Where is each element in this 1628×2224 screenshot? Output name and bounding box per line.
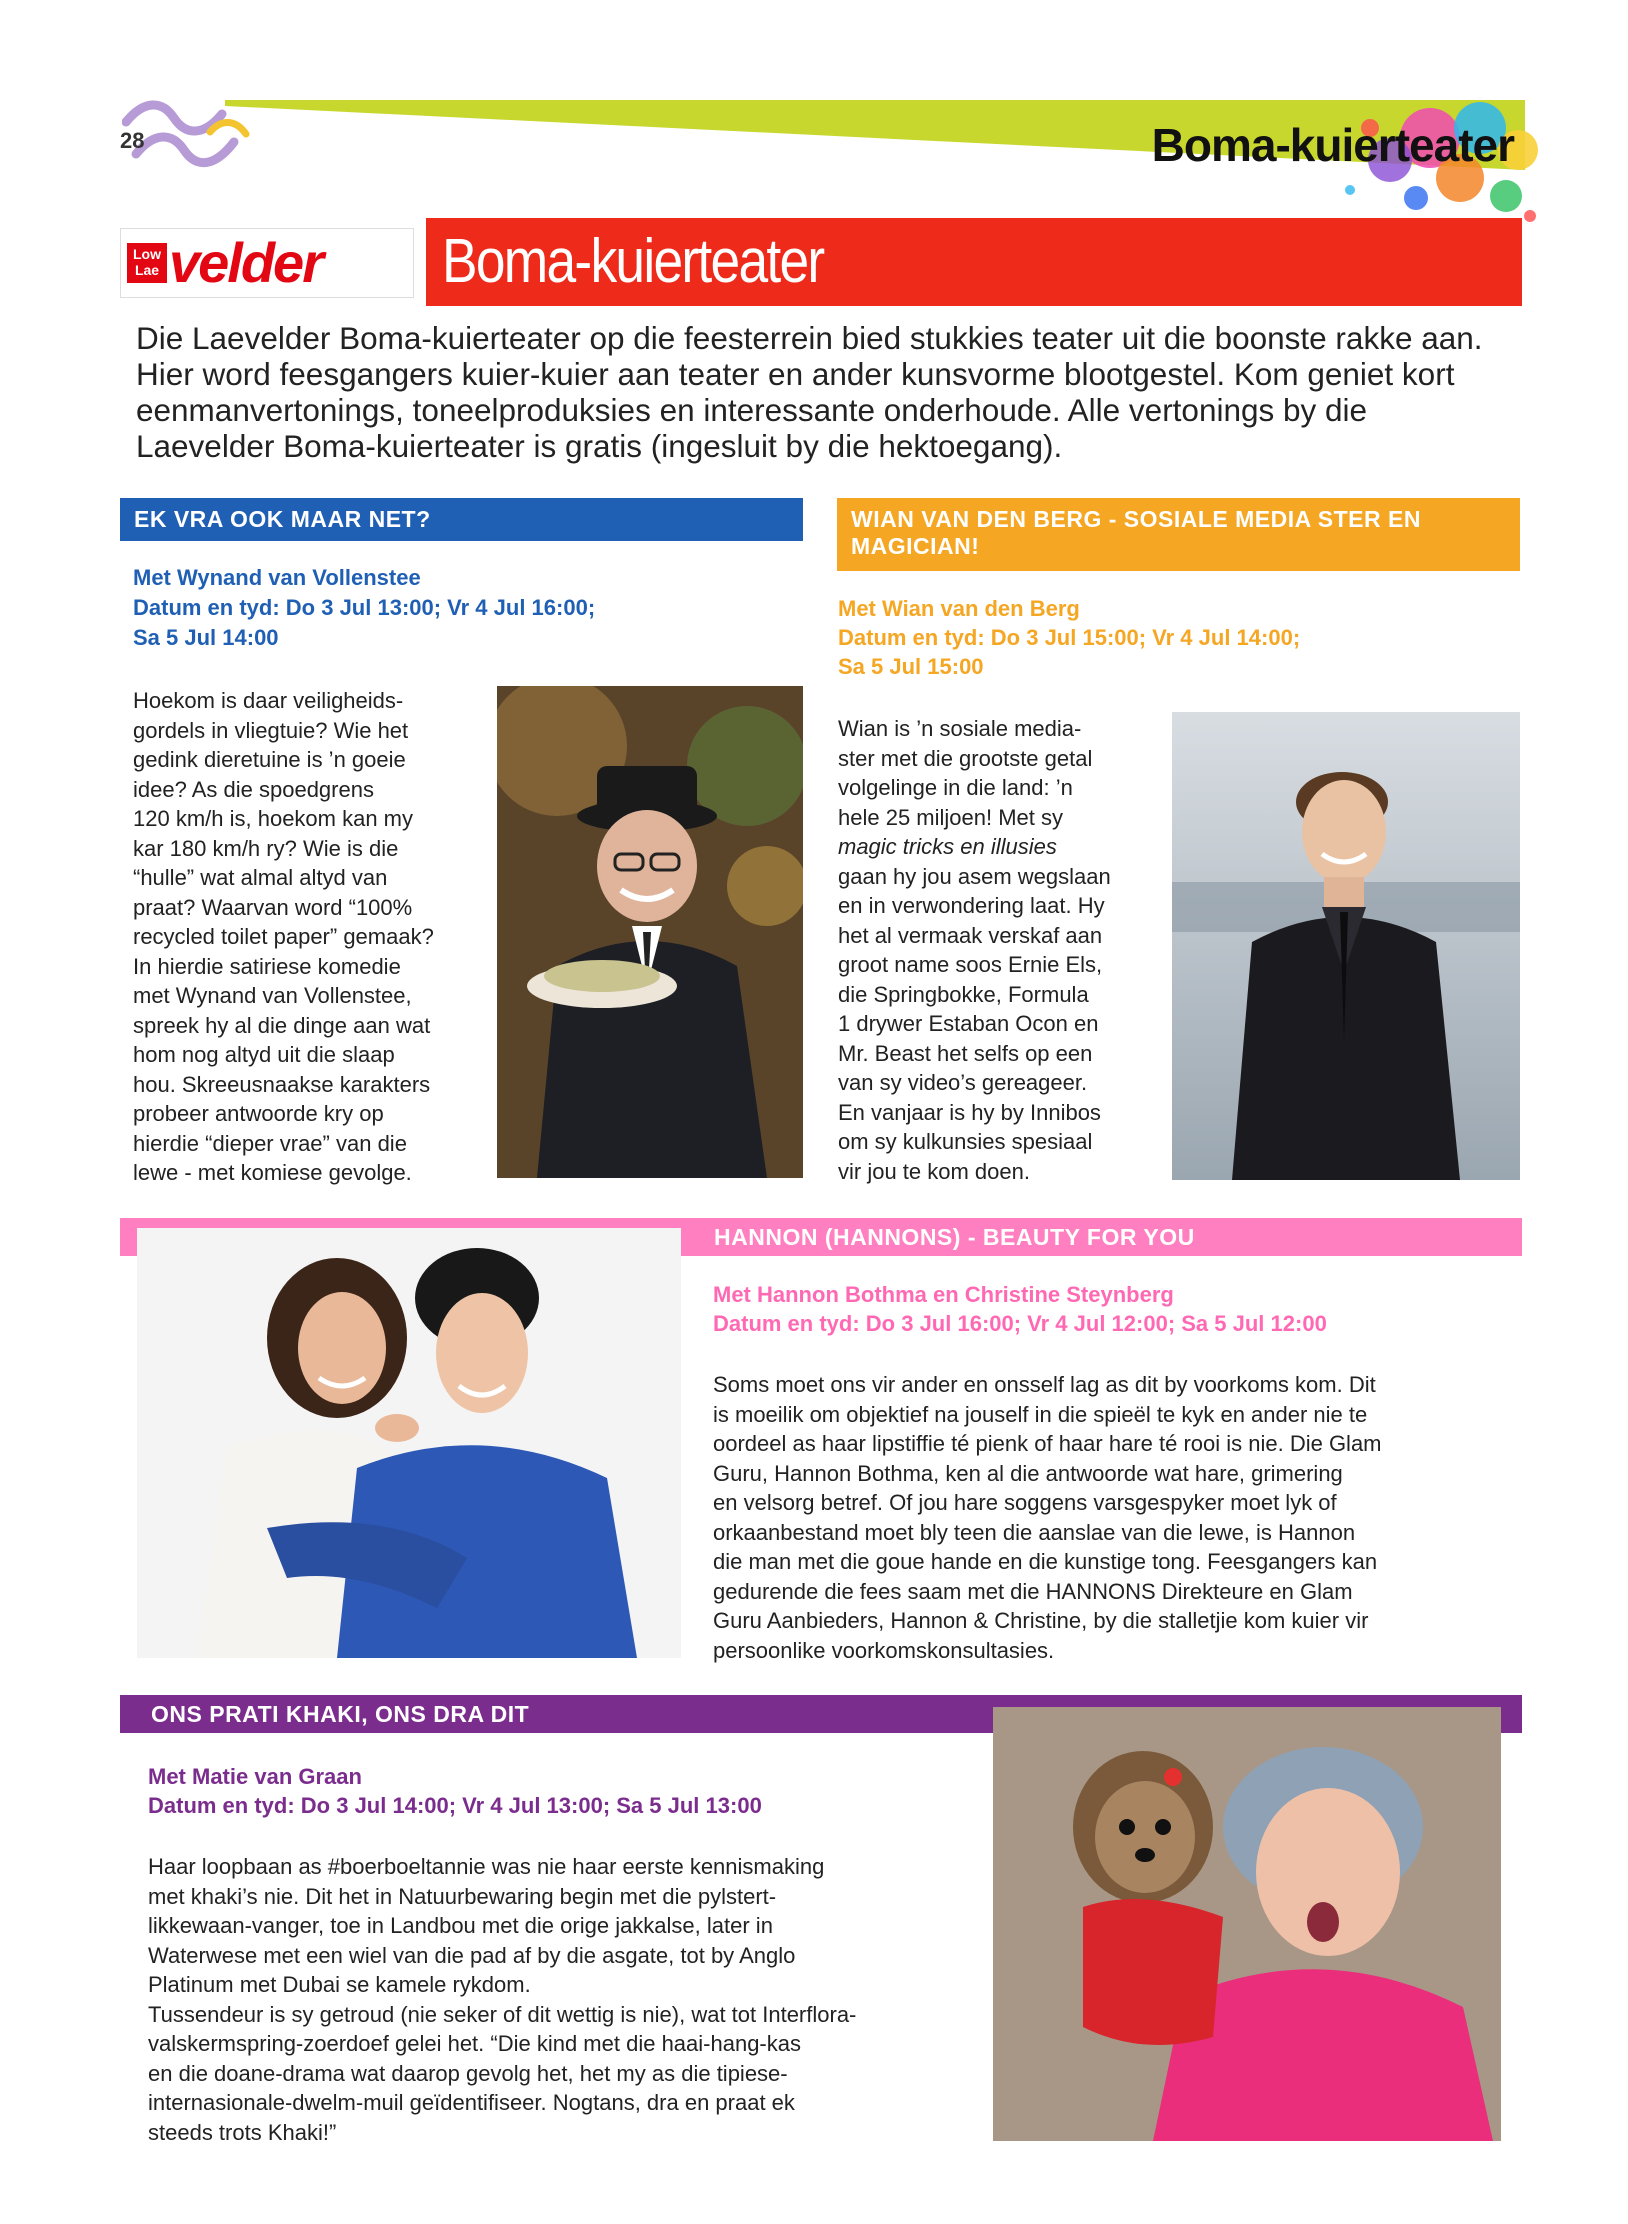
body-line: internasionale-dwelm-muil geïdentifiseer. Nogtans, dra en praat ek bbox=[148, 2090, 795, 2115]
body-line: volgelinge in die land: ’n bbox=[838, 775, 1073, 800]
dates-ek-vra-2: Sa 5 Jul 14:00 bbox=[133, 625, 279, 650]
dates-ek-vra-1: Datum en tyd: Do 3 Jul 13:00; Vr 4 Jul 16:00; bbox=[133, 595, 596, 620]
body-line: Platinum met Dubai se kamele rykdom. bbox=[148, 1972, 531, 1997]
dates-wian-2: Sa 5 Jul 15:00 bbox=[838, 654, 984, 679]
body-line: Wian is ’n sosiale media- bbox=[838, 716, 1082, 741]
body-line: om sy kulkunsies spesiaal bbox=[838, 1129, 1093, 1154]
body-line: Tussendeur is sy getroud (nie seker of dit wettig is nie), wat tot Interflora- bbox=[148, 2001, 857, 2027]
body-line: Mr. Beast het selfs op een bbox=[838, 1040, 1093, 1066]
dates-hannon: Datum en tyd: Do 3 Jul 16:00; Vr 4 Jul 12:00; Sa 5 Jul 12:00 bbox=[713, 1311, 1327, 1336]
laevelder-logo bbox=[120, 228, 414, 298]
body-line: 120 km/h is, hoekom kan my bbox=[133, 806, 414, 831]
body-ek-vra bbox=[133, 686, 493, 1188]
body-wian bbox=[838, 714, 1168, 1186]
body-line: hom nog altyd uit die slaap bbox=[133, 1042, 395, 1067]
body-hannon bbox=[713, 1370, 1513, 1665]
host-hannon: Met Hannon Bothma en Christine Steynberg bbox=[713, 1282, 1174, 1307]
body-line: Haar loopbaan as #boerboeltannie was nie haar eerste kennismaking bbox=[148, 1854, 825, 1879]
body-line: 1 drywer Estaban Ocon en bbox=[838, 1011, 1099, 1036]
body-line: met khaki’s nie. Dit het in Natuurbewaring begin met die pylstert- bbox=[148, 1883, 777, 1909]
heading-line: WIAN VAN DEN BERG - SOSIALE MEDIA STER EN bbox=[851, 506, 1421, 532]
heading-line: MAGICIAN! bbox=[851, 533, 980, 559]
logo-small-text: Low Lae bbox=[127, 243, 167, 283]
host-wian: Met Wian van den Berg bbox=[838, 596, 1080, 621]
body-line: gordels in vliegtuie? Wie het bbox=[133, 717, 409, 743]
host-ek-vra: Met Wynand van Vollenstee bbox=[133, 565, 421, 590]
dates-khaki: Datum en tyd: Do 3 Jul 14:00; Vr 4 Jul 13:00; Sa 5 Jul 13:00 bbox=[148, 1793, 762, 1818]
body-line: die Springbokke, Formula bbox=[838, 981, 1089, 1007]
body-line: gedink dieretuine is ’n goeie bbox=[133, 747, 406, 772]
body-line: groot name soos Ernie Els, bbox=[838, 952, 1103, 977]
body-line: is moeilik om objektief na jouself in die spieël te kyk en ander nie te bbox=[713, 1401, 1368, 1427]
photo-wian bbox=[1172, 712, 1520, 1180]
page-number: 28 bbox=[120, 128, 145, 153]
body-line: spreek hy al die dinge aan wat bbox=[133, 1012, 431, 1038]
body-line: lewe - met komiese gevolge. bbox=[133, 1160, 412, 1185]
body-line: Hoekom is daar veiligheids- bbox=[133, 688, 404, 713]
body-line: vir jou te kom doen. bbox=[838, 1158, 1030, 1184]
body-line: probeer antwoorde kry op bbox=[133, 1101, 384, 1126]
body-line: het al vermaak verskaf aan bbox=[838, 922, 1103, 948]
body-line: hou. Skreeusnaakse karakters bbox=[133, 1071, 431, 1097]
body-line: idee? As die spoedgrens bbox=[133, 776, 374, 802]
body-line: gaan hy jou asem wegslaan bbox=[838, 863, 1111, 889]
body-line: orkaanbestand moet bly teen die aanslae van die lewe, is Hannon bbox=[713, 1519, 1356, 1545]
body-line: Guru, Hannon Bothma, ken al die antwoorde wat hare, grimering bbox=[713, 1460, 1343, 1486]
body-line: “hulle” wat almal altyd van bbox=[133, 865, 388, 890]
body-line: hele 25 miljoen! Met sy bbox=[838, 804, 1063, 830]
section-heading-wian bbox=[837, 498, 1520, 571]
body-line: kar 180 km/h ry? Wie is die bbox=[133, 835, 399, 861]
section-heading-hannon: HANNON (HANNONS) - BEAUTY FOR YOU bbox=[714, 1224, 1195, 1250]
body-line: van sy video’s gereageer. bbox=[838, 1070, 1088, 1095]
body-line: oordeel as haar lipstiffie té pienk of haar hare té rooi is nie. Die Glam bbox=[713, 1431, 1382, 1456]
body-line: Guru Aanbieders, Hannon & Christine, by die stalletjie kom kuier vir bbox=[713, 1608, 1369, 1633]
body-line: en die doane-drama wat daarop gevolg het, het my as die tipiese- bbox=[148, 2060, 788, 2086]
body-line: die man met die goue hande en die kunstige tong. Feesgangers kan bbox=[713, 1549, 1378, 1574]
photo-wynand bbox=[497, 686, 803, 1178]
logo-main-text: velder bbox=[169, 231, 322, 294]
body-line: en in verwondering laat. Hy bbox=[838, 893, 1105, 918]
body-line: recycled toilet paper” gemaak? bbox=[133, 924, 434, 949]
photo-matie-van-graan bbox=[993, 1707, 1501, 2141]
section-heading-khaki: ONS PRATI KHAKI, ONS DRA DIT bbox=[151, 1701, 530, 1727]
body-line: valskermspring-zoerdoef gelei het. “Die kind met die haai-hang-kas bbox=[148, 2031, 801, 2056]
intro-paragraph: Die Laevelder Boma-kuierteater op die feesterrein bied stukkies teater uit die boonste rakke aan. Hier word feesgangers kuier-kuier aan teater en ander kunsvorme blootgestel. Kom geniet kort eenmanvertonings, toneelproduksies en interessante onderhoude. Alle vertonings by die Laevelder Boma-kuierteater is gratis (ingesluit by die hektoegang). bbox=[136, 320, 1483, 464]
body-khaki bbox=[148, 1852, 978, 2147]
body-line: En vanjaar is hy by Innibos bbox=[838, 1099, 1101, 1125]
body-line: Waterwese met een wiel van die pad af by die asgate, tot by Anglo bbox=[148, 1942, 796, 1968]
host-khaki: Met Matie van Graan bbox=[148, 1764, 362, 1789]
body-line: likkewaan-vanger, toe in Landbou met die orige jakkalse, later in bbox=[148, 1913, 773, 1938]
page-title: Boma-kuierteater bbox=[442, 227, 824, 296]
title-bar bbox=[426, 218, 1522, 306]
body-line: steeds trots Khaki!” bbox=[148, 2119, 337, 2145]
dates-wian-1: Datum en tyd: Do 3 Jul 15:00; Vr 4 Jul 14:00; bbox=[838, 625, 1301, 650]
body-line: gedurende die fees saam met die HANNONS Direkteure en Glam bbox=[713, 1578, 1353, 1604]
body-line: met Wynand van Vollenstee, bbox=[133, 983, 412, 1008]
body-line: Soms moet ons vir ander en onsself lag as dit by voorkoms kom. Dit bbox=[713, 1372, 1376, 1397]
body-line: praat? Waarvan word “100% bbox=[133, 894, 413, 920]
body-line: magic tricks en illusies bbox=[838, 834, 1057, 859]
body-line: ster met die grootste getal bbox=[838, 745, 1093, 771]
photo-hannon-christine bbox=[137, 1228, 681, 1658]
body-line: hierdie “dieper vrae” van die bbox=[133, 1130, 407, 1156]
header-title: Boma-kuierteater bbox=[1151, 119, 1514, 171]
body-line: In hierdie satiriese komedie bbox=[133, 953, 401, 979]
section-heading-ek-vra: EK VRA OOK MAAR NET? bbox=[120, 498, 803, 541]
body-line: persoonlike voorkomskonsultasies. bbox=[713, 1637, 1055, 1663]
body-line: en velsorg betref. Of jou hare soggens varsgespyker moet lyk of bbox=[713, 1490, 1337, 1515]
